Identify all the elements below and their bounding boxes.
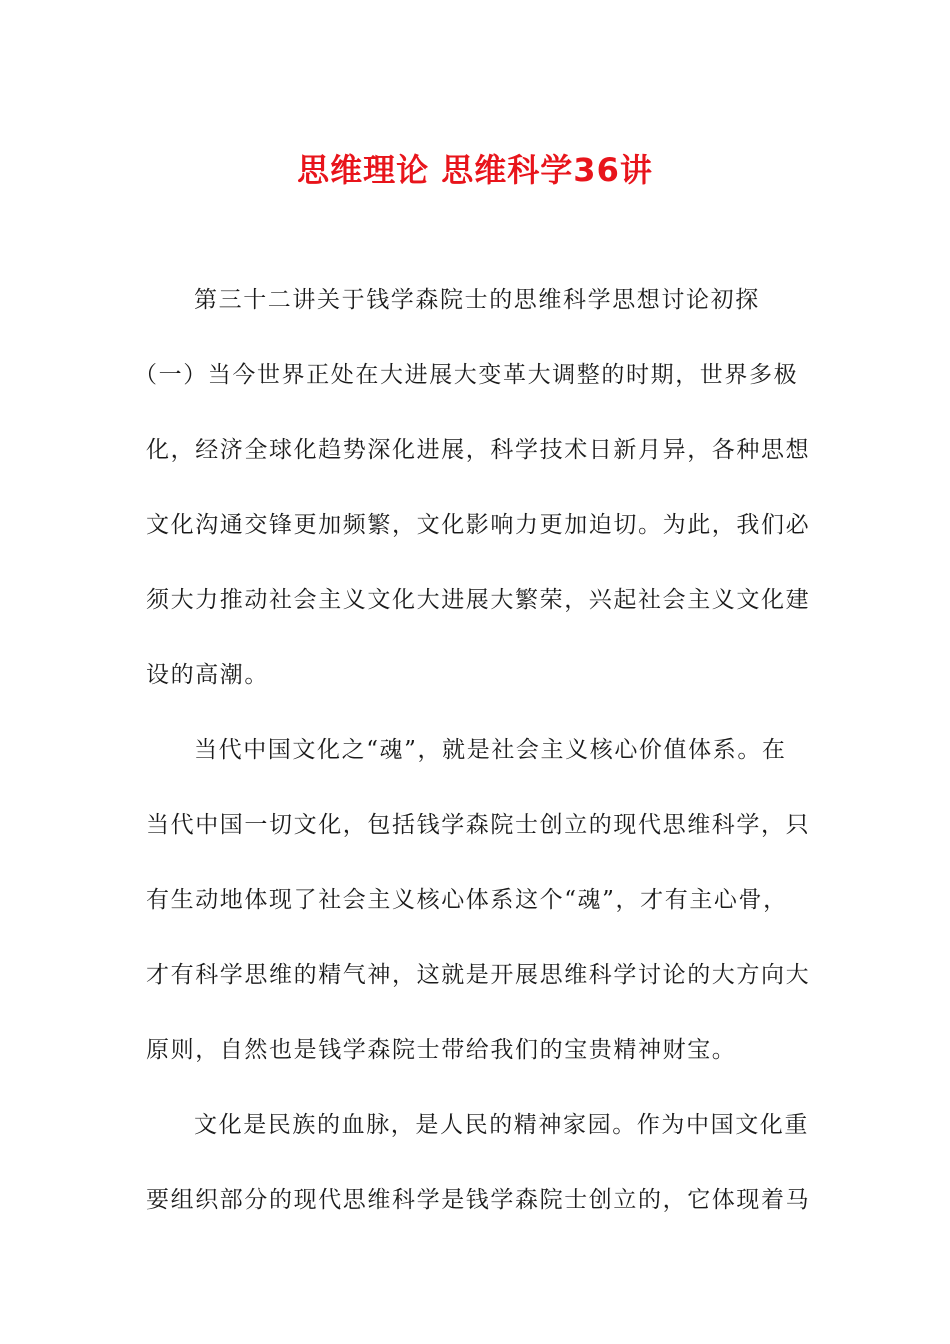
paragraph-line: 原则，自然也是钱学森院士带给我们的宝贵精神财宝。 xyxy=(146,1037,737,1063)
paragraph-line: 设的高潮。 xyxy=(146,662,269,688)
paragraph-line: 当代中国一切文化，包括钱学森院士创立的现代思维科学，只 xyxy=(146,812,811,838)
paragraph-line: 须大力推动社会主义文化大进展大繁荣，兴起社会主义文化建 xyxy=(146,587,811,613)
paragraph-line: （一）当今世界正处在大进展大变革大调整的时期，世界多极 xyxy=(134,362,799,388)
paragraph-line: 化，经济全球化趋势深化进展，科学技术日新月异，各种思想 xyxy=(146,437,811,463)
document-body xyxy=(134,280,811,1255)
paragraph-line: 文化沟通交锋更加频繁，文化影响力更加迫切。为此，我们必 xyxy=(146,512,811,538)
lecture-heading-line: 第三十二讲关于钱学森院士的思维科学思想讨论初探 xyxy=(194,287,760,313)
paragraph-line: 有生动地体现了社会主义核心体系这个“魂”，才有主心骨， xyxy=(146,887,788,913)
paragraph-line: 当代中国文化之“魂”，就是社会主义核心价值体系。在 xyxy=(194,737,787,763)
document-title: 思维理论 思维科学36讲 xyxy=(297,151,653,189)
paragraph-line: 才有科学思维的精气神，这就是开展思维科学讨论的大方向大 xyxy=(146,962,811,988)
paragraph-line: 文化是民族的血脉，是人民的精神家园。作为中国文化重 xyxy=(194,1112,809,1138)
paragraph-line: 要组织部分的现代思维科学是钱学森院士创立的，它体现着马 xyxy=(146,1187,811,1213)
